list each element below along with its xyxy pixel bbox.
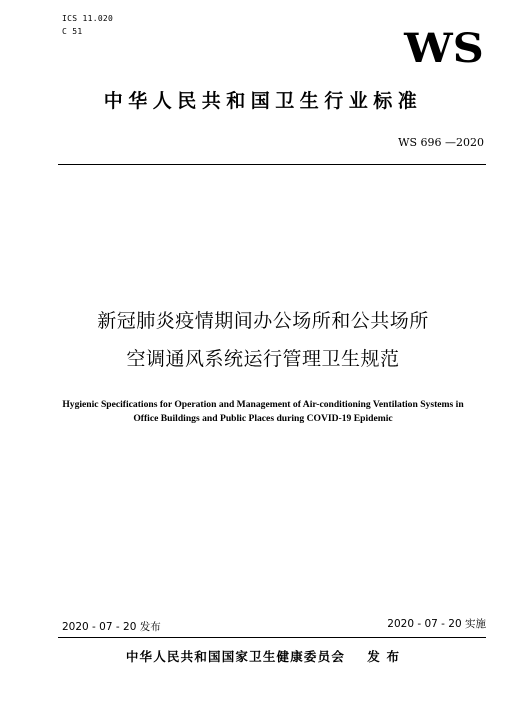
ics-code: ICS 11.020	[62, 14, 114, 23]
implementation-date: 2020 - 07 - 20 实施	[387, 618, 486, 630]
chinese-title-line-1: 新冠肺炎疫情期间办公场所和公共场所	[97, 310, 429, 332]
standard-category-title: 中华人民共和国卫生行业标准	[103, 90, 423, 112]
issuing-authority: 中华人民共和国国家卫生健康委员会 发 布	[125, 649, 401, 664]
top-divider	[58, 164, 486, 165]
ws-logo: WS	[404, 25, 484, 72]
standard-number: WS 696 —2020	[398, 136, 484, 149]
issue-date: 2020 - 07 - 20 发布	[62, 621, 161, 633]
english-title-line-2: Office Buildings and Public Places during COVID-19 Epidemic	[133, 413, 393, 424]
bottom-divider	[58, 637, 486, 638]
chinese-title-line-2: 空调通风系统运行管理卫生规范	[126, 348, 400, 370]
ccs-code: C 51	[62, 27, 83, 36]
english-title-line-1: Hygienic Specifications for Operation and Management of Air-conditioning Ventilation Systems in	[62, 399, 464, 410]
